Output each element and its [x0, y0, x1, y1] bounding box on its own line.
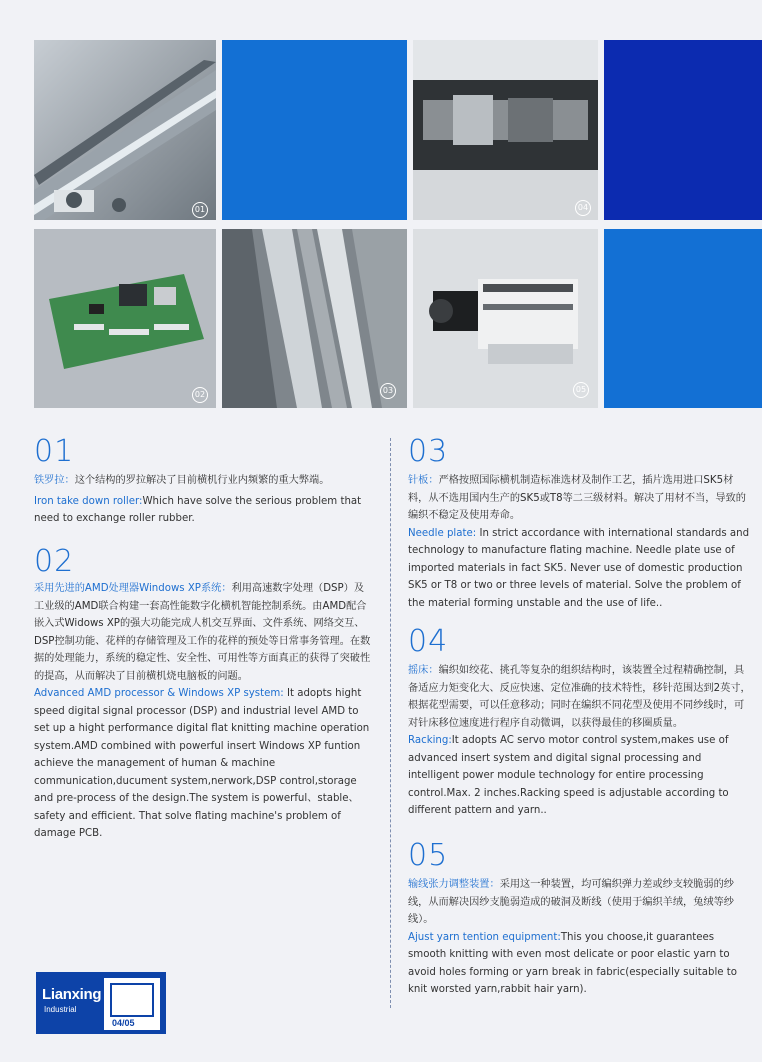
zh-body: 编织如绞花、挑孔等复杂的组织结构时，该装置全过程精确控制，具备适应力矩变化大、反应快速、定位准确的技术特性，移针范围达到2英寸，根据花型需要，可以任意移动；同时在编织不同花型及使用不同纱线时，可对针床移位速度进行程序自动微调，以获得最佳的移圈质量。	[408, 665, 751, 729]
section-03	[408, 434, 752, 612]
photo-number: 02	[192, 387, 208, 403]
section-01	[34, 434, 384, 528]
section-en-text	[34, 685, 374, 843]
logo-square-icon	[110, 983, 154, 1017]
needle-plate-photo-image	[222, 229, 407, 408]
racking-photo-image	[413, 40, 598, 220]
section-en-text	[34, 493, 384, 528]
section-04	[408, 624, 752, 820]
zh-label: 采用先进的AMD处理器Windows XP系统：	[34, 583, 232, 594]
section-number: 01	[34, 434, 75, 469]
photo-number: 04	[575, 200, 591, 216]
en-label: Needle plate:	[408, 527, 477, 539]
section-number: 02	[34, 544, 75, 579]
photo-needle-plate	[222, 229, 407, 408]
en-body: In strict accordance with international standards and technology to manufacture flating machine. Needle plate use of imported materials in fact SK5. Never use of domestic production SK5 or T8 or two or three levels of material. Solve the problem of the material forming unstable and the use of life..	[408, 527, 750, 609]
navy-tile	[604, 40, 762, 220]
blue-tile	[604, 229, 762, 408]
column-divider	[390, 438, 391, 1008]
section-02	[34, 544, 374, 843]
en-label: Ajust yarn tention equipment:	[408, 931, 561, 943]
photo-number: 03	[380, 383, 396, 399]
section-number: 04	[408, 624, 449, 659]
section-zh-text	[408, 662, 752, 732]
brand-logo	[36, 972, 166, 1034]
en-label: Iron take down roller:	[34, 495, 143, 507]
logo-subtitle: Industrial	[44, 1005, 77, 1014]
photo-control-board	[34, 229, 216, 408]
section-en-text	[408, 732, 752, 820]
section-en-text	[408, 929, 752, 999]
en-body: Which have solve the serious problem that need to exchange roller rubber.	[34, 495, 362, 524]
section-zh-text	[408, 472, 752, 525]
en-body: It adopts hight speed digital signal processor (DSP) and industrial level AMD to set up a hight performance digital flat knitting machine operation system.AMD combined with powerful insert Windows XP funtion achieve the management of human & machine communication,ducument system,nerwork,DSP control,storage and pre-process of the design.The system is powerful、stable、safety and efficient. That solve flating machine's problem of damage PCB.	[34, 688, 370, 839]
section-05	[408, 838, 752, 999]
zh-body: 严格按照国际横机制造标准选材及制作工艺，插片选用进口SK5材料，从不选用国内生产的SK5或T8等二三级材料。解决了用材不当，导致的编织不稳定及使用寿命。	[408, 475, 746, 521]
section-zh-text	[34, 580, 374, 685]
en-body: This you choose,it guarantees smooth knitting with even most delicate or poor elastic yarn to avoid holes forming or yarn break in fabric(especially suitable to knit worsted yarn,rabbit hair yarn).	[408, 931, 738, 995]
section-zh-text	[408, 876, 752, 929]
page-number: 04/05	[112, 1018, 135, 1028]
section-number: 05	[408, 838, 449, 873]
roller-photo-image	[34, 40, 216, 220]
zh-label: 针板：	[408, 475, 439, 486]
board-photo-image	[34, 229, 216, 408]
zh-label: 摇床：	[408, 665, 439, 676]
section-zh-text	[34, 472, 384, 490]
zh-body: 这个结构的罗拉解决了目前横机行业内频繁的重大弊端。	[74, 475, 330, 486]
section-en-text	[408, 525, 752, 613]
blue-tile	[222, 40, 407, 220]
tension-photo-image	[413, 229, 598, 408]
photo-tension-device	[413, 229, 598, 408]
en-label: Racking:	[408, 735, 452, 746]
en-body: It adopts AC servo motor control system,makes use of advanced insert system and digital signal processing and intelligent power module technology for entire processing control.Max. 2 inches.Racking speed is adjustable according to different pattern and yarn..	[408, 735, 729, 816]
logo-name: Lianxing	[42, 986, 102, 1003]
photo-racking-motor	[413, 40, 598, 220]
section-number: 03	[408, 434, 449, 469]
en-label: Advanced AMD processor & Windows XP system:	[34, 688, 284, 699]
zh-label: 输线张力调整装置：	[408, 879, 500, 890]
photo-number: 05	[573, 382, 589, 398]
photo-number: 01	[192, 202, 208, 218]
photo-take-down-roller	[34, 40, 216, 220]
zh-body: 采用这一种装置，均可编织弹力差或纱支较脆弱的纱线，从而解决因纱支脆弱造成的破洞及断线（使用于编织羊绒，兔绒等纱线）。	[408, 879, 734, 925]
zh-label: 铁罗拉：	[34, 475, 75, 486]
zh-body: 利用高速数字处理（DSP）及工业级的AMD联合构建一套高性能数字化横机智能控制系统。由AMD配合嵌入式Widows XP的强大功能完成人机交互界面、文件系统、网络交互、DSP控制功能、花样的存储管理及工作的花样的预处等日常事务管理。在数据的处理能力，系统的稳定性、安全性、可用性等方面真正的获得了突破性的提高，从而解决了目前横机烧电脑板的问题。	[34, 583, 371, 682]
logo-box	[104, 978, 160, 1030]
